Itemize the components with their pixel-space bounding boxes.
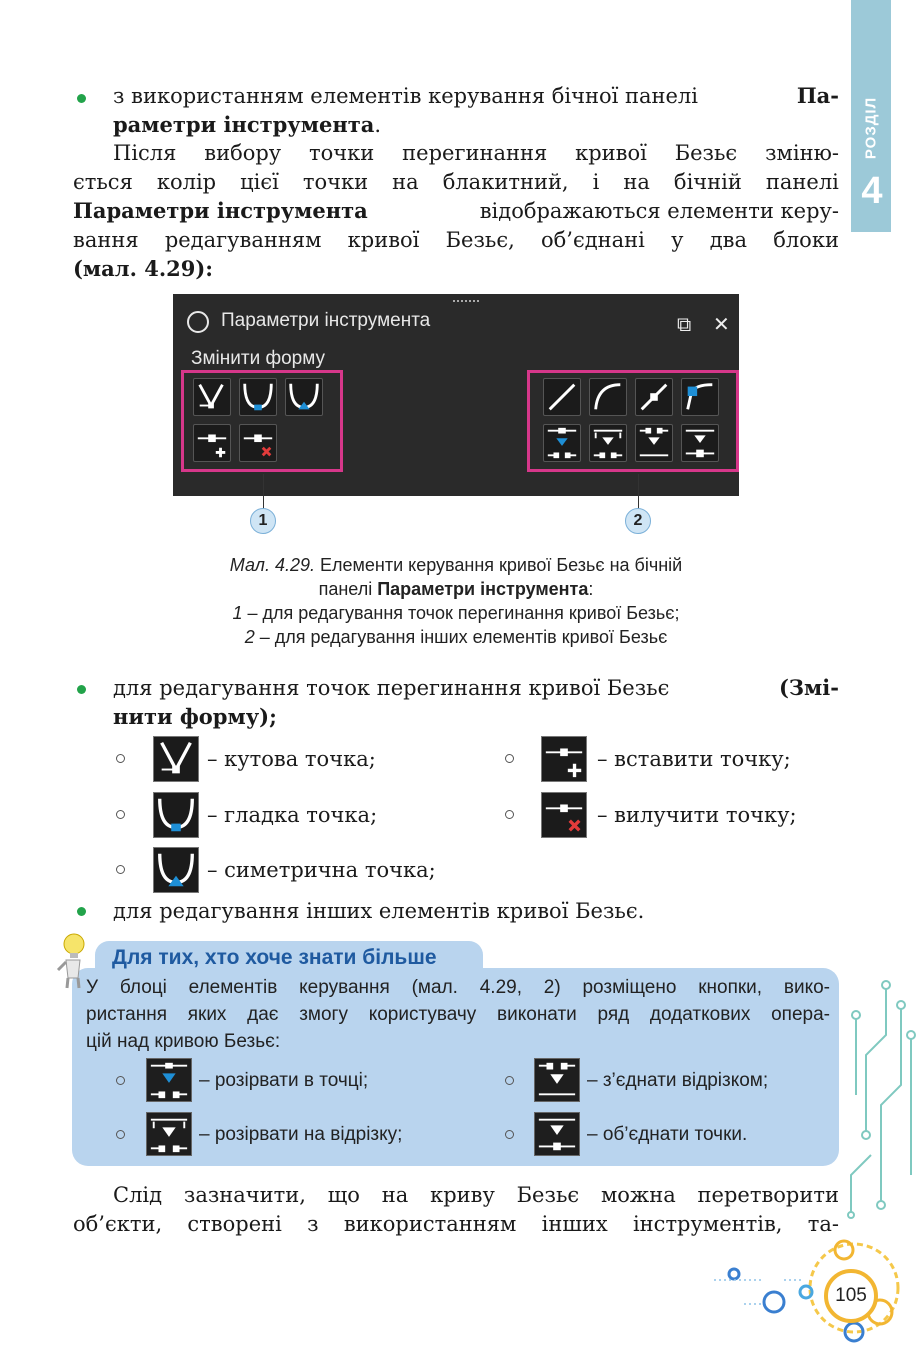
- list-bullet-line2: нити форму);: [113, 704, 277, 729]
- symmetric-point-icon: [286, 379, 322, 415]
- sub-bullet: [116, 1076, 125, 1085]
- curve-node-icon: [682, 379, 718, 415]
- break-at-node-icon: [544, 425, 580, 461]
- insert-point-icon: [194, 425, 230, 461]
- callout-leader-1: [263, 474, 264, 510]
- break-on-segment-button[interactable]: [589, 424, 627, 462]
- corner-point-button[interactable]: [193, 378, 231, 416]
- segment-curve-icon: [590, 379, 626, 415]
- gears-decoration: [714, 1234, 918, 1354]
- paragraph-line: вання редагуванням кривої Безьє, об’єднані у два блоки: [73, 228, 839, 252]
- smooth-point-button[interactable]: [239, 378, 277, 416]
- info-box-title: Для тих, хто хоче знати більше: [112, 946, 437, 969]
- list-item-label: – симетрична точка;: [207, 858, 436, 882]
- join-with-segment-button[interactable]: [635, 424, 673, 462]
- callout-1: 1: [250, 508, 276, 534]
- chapter-label: РОЗДІЛ: [862, 96, 880, 160]
- insert-point-icon: [541, 736, 587, 782]
- paragraph-line: ється колір цієї точки на блакитний, і на бічній панелі: [73, 170, 839, 194]
- bullet-marker: [77, 685, 86, 694]
- callout-leader-2: [638, 474, 639, 510]
- paragraph-line: (мал. 4.29):: [73, 256, 214, 281]
- paragraph-line: Параметри інструмента відображаються елементи керу-: [73, 198, 839, 223]
- smooth-point-icon: [153, 792, 199, 838]
- info-item-label: – з’єднати відрізком;: [587, 1070, 769, 1091]
- segment-curve-button[interactable]: [589, 378, 627, 416]
- corner-point-icon: [194, 379, 230, 415]
- list-item-label: – гладка точка;: [207, 803, 378, 827]
- tool-options-icon: [187, 311, 209, 333]
- break-at-node-button[interactable]: [543, 424, 581, 462]
- list-item-label: – вставити точку;: [597, 747, 791, 771]
- join-nodes-icon: [682, 425, 718, 461]
- panel-title: Параметри інструмента: [221, 310, 431, 331]
- join-segment-icon: [636, 425, 672, 461]
- restore-icon[interactable]: ⧉: [677, 312, 692, 336]
- line-to-point-button[interactable]: [635, 378, 673, 416]
- callout-2: 2: [625, 508, 651, 534]
- list-bullet-line: для редагування інших елементів кривої Безьє.: [113, 899, 645, 923]
- break-on-segment-icon: [590, 425, 626, 461]
- list-item-label: – кутова точка;: [207, 747, 376, 771]
- info-item-label: – об’єднати точки.: [587, 1124, 748, 1145]
- info-item-label: – розірвати на відрізку;: [199, 1124, 403, 1145]
- symmetric-point-icon: [153, 847, 199, 893]
- list-bullet-line1: для редагування точок перегинання кривої Безьє (Змі-: [113, 675, 839, 700]
- sub-bullet: [505, 1076, 514, 1085]
- sub-bullet: [116, 754, 125, 763]
- paragraph-line: Слід зазначити, що на криву Безьє можна перетворити: [113, 1183, 839, 1207]
- join-segment-icon: [534, 1058, 580, 1102]
- bullet-marker: [77, 94, 86, 103]
- circuit-decoration: [846, 975, 918, 1225]
- delete-point-icon: [240, 425, 276, 461]
- smooth-point-icon: [240, 379, 276, 415]
- corner-point-icon: [153, 736, 199, 782]
- segment-line-icon: [544, 379, 580, 415]
- bullet-marker: [77, 907, 86, 916]
- join-nodes-button[interactable]: [681, 424, 719, 462]
- intro-bullet-line2: раметри інструмента.: [113, 112, 382, 137]
- section-label: Змінити форму: [191, 348, 326, 369]
- list-item-label: – вилучити точку;: [597, 803, 797, 827]
- insert-point-button[interactable]: [193, 424, 231, 462]
- sub-bullet: [116, 865, 125, 874]
- symmetric-point-button[interactable]: [285, 378, 323, 416]
- sub-bullet: [116, 810, 125, 819]
- sub-bullet: [116, 1130, 125, 1139]
- paragraph-line: об’єкти, створені з використанням інших інструментів, та-: [73, 1212, 839, 1236]
- info-text: У блоці елементів керування (мал. 4.29, 2) розміщено кнопки, вико- ристання яких дає змогу користувачу виконати ряд додаткових опера- цій над кривою Безьє:: [86, 977, 830, 1052]
- drag-handle[interactable]: [453, 300, 479, 305]
- tool-options-panel: [173, 294, 739, 496]
- join-nodes-icon: [534, 1112, 580, 1156]
- lightbulb-figure-icon: [54, 932, 90, 990]
- sub-bullet: [505, 754, 514, 763]
- break-at-node-icon: [146, 1058, 192, 1102]
- break-on-segment-icon: [146, 1112, 192, 1156]
- page-number: 105: [824, 1269, 878, 1323]
- delete-point-icon: [541, 792, 587, 838]
- intro-bullet-line1: з використанням елементів керування бічної панелі Па-: [113, 83, 839, 108]
- chapter-number: 4: [861, 170, 883, 212]
- paragraph-line: Після вибору точки перегинання кривої Безьє зміню-: [113, 141, 839, 165]
- line-node-icon: [636, 379, 672, 415]
- segment-line-button[interactable]: [543, 378, 581, 416]
- close-icon[interactable]: ✕: [713, 312, 730, 336]
- curve-to-point-button[interactable]: [681, 378, 719, 416]
- sub-bullet: [505, 810, 514, 819]
- figure-caption: Мал. 4.29. Елементи керування кривої Безьє на бічній панелі Параметри інструмента: 1 – для редагування точок перегинання кривої Безьє; 2 – для редагування інших елементів кривої Безьє: [229, 555, 683, 647]
- info-item-label: – розірвати в точці;: [199, 1070, 369, 1091]
- sub-bullet: [505, 1130, 514, 1139]
- delete-point-button[interactable]: [239, 424, 277, 462]
